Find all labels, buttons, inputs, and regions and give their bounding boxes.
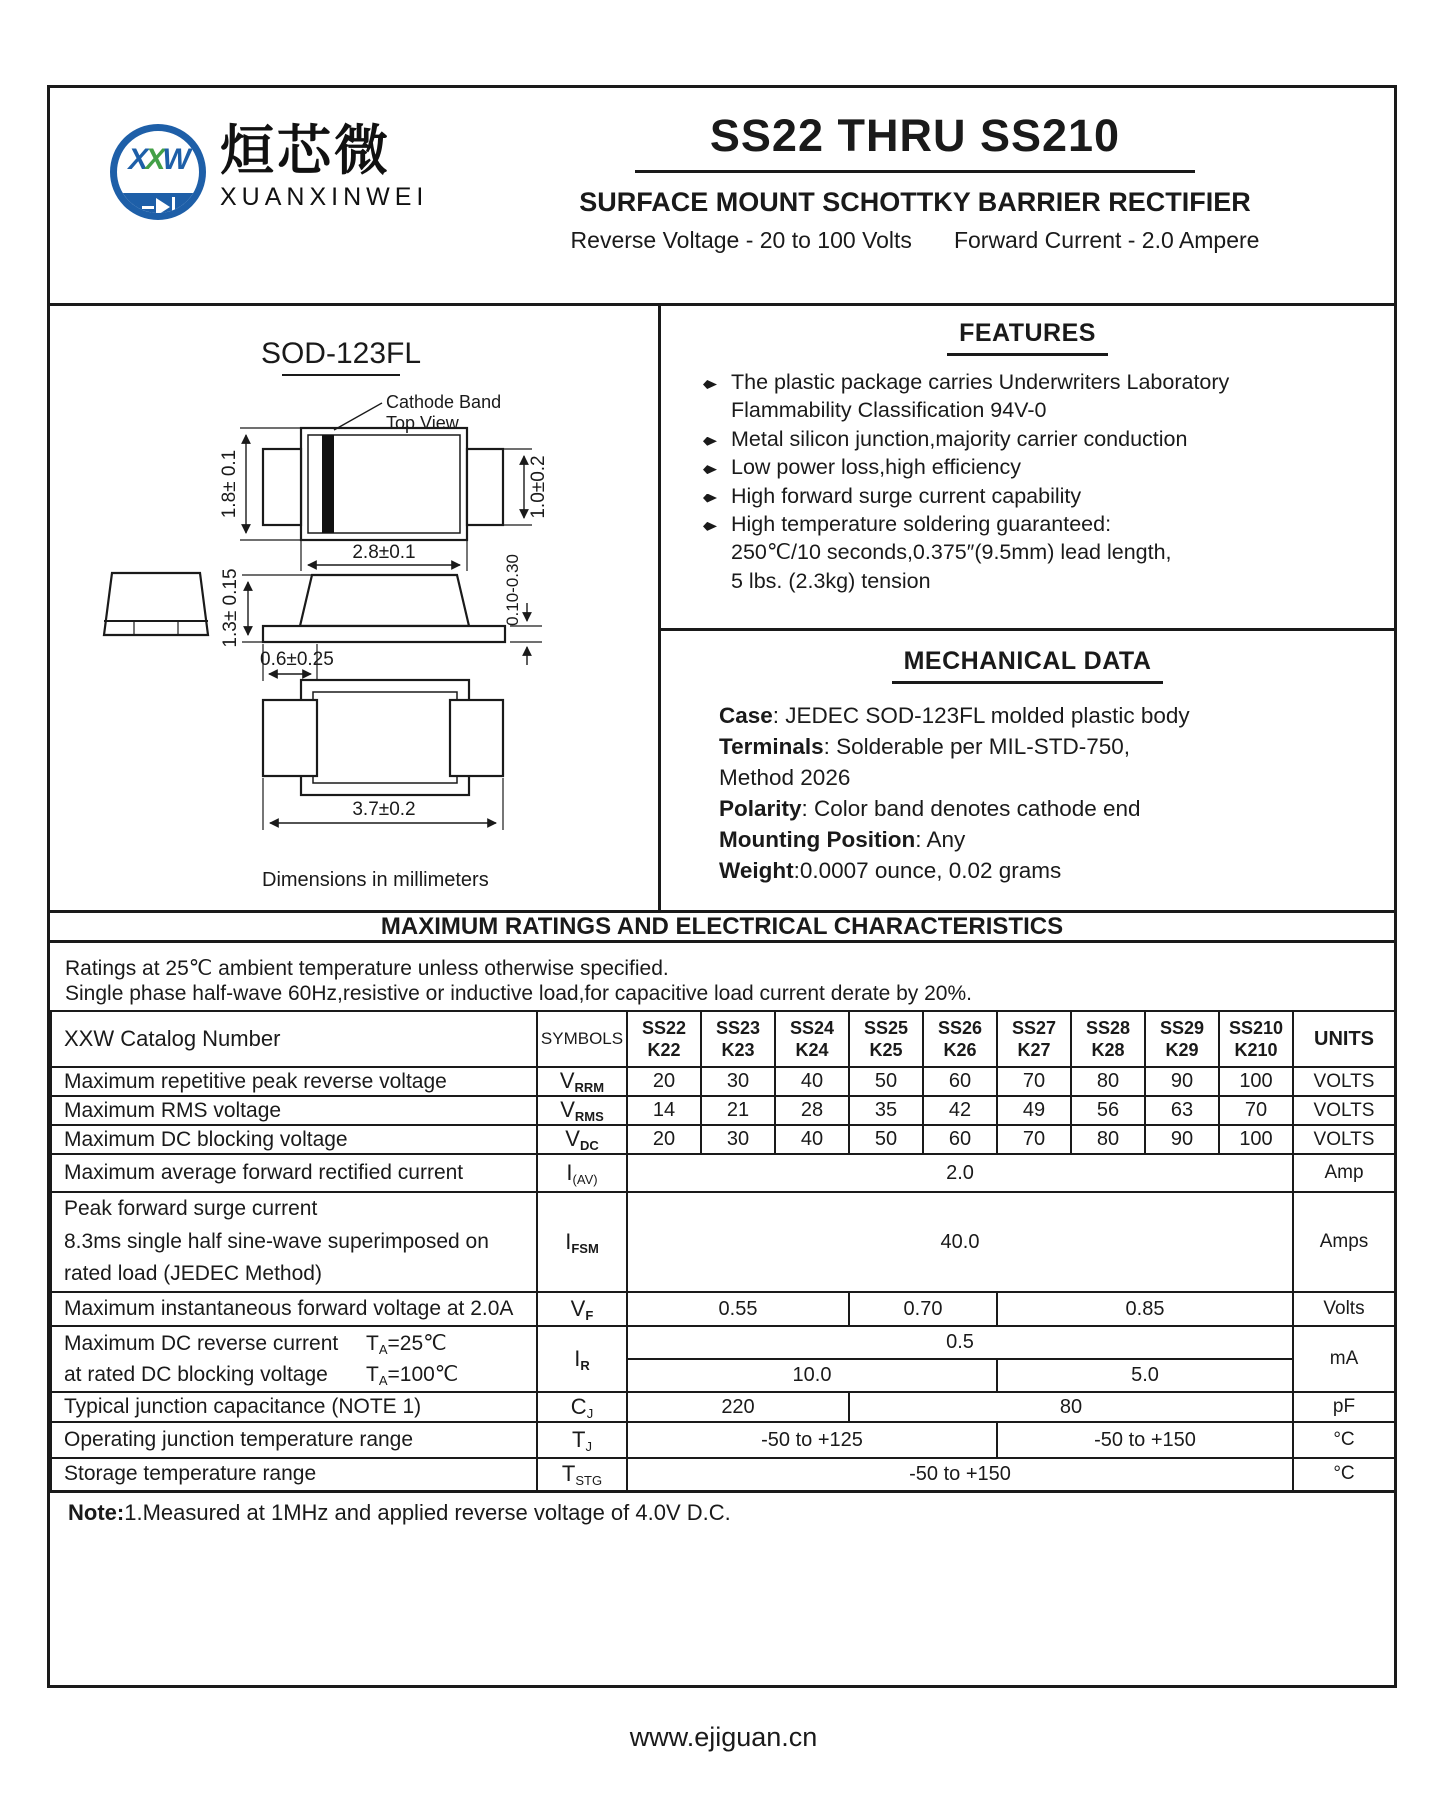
side-view-small bbox=[104, 573, 208, 635]
logo-letter: X bbox=[145, 143, 163, 176]
spec-value: 50 bbox=[849, 1067, 923, 1096]
symbol-cell: $V_{DC}$ bbox=[537, 1125, 627, 1154]
dim-overall-width: 3.7±0.2 bbox=[352, 799, 416, 820]
spec-value: 0.70 bbox=[849, 1292, 997, 1326]
part-number-header: SS27 K27 bbox=[997, 1011, 1071, 1067]
spec-value: 21 bbox=[701, 1096, 775, 1125]
spec-value: 0.55 bbox=[627, 1292, 849, 1326]
spec-value: 5.0 bbox=[997, 1359, 1293, 1392]
spec-value: 70 bbox=[1219, 1096, 1293, 1125]
spec-value: 40 bbox=[775, 1125, 849, 1154]
ratings-summary-line bbox=[450, 227, 1380, 254]
spec-value: 63 bbox=[1145, 1096, 1219, 1125]
spec-value: 50 bbox=[849, 1125, 923, 1154]
symbol-cell: $T_J$ bbox=[537, 1422, 627, 1458]
unit-cell: VOLTS bbox=[1293, 1067, 1395, 1096]
page-subtitle: SURFACE MOUNT SCHOTTKY BARRIER RECTIFIER bbox=[579, 187, 1251, 217]
bottom-view bbox=[263, 680, 503, 795]
unit-cell: VOLTS bbox=[1293, 1096, 1395, 1125]
mech-line: Weight:0.0007 ounce, 0.02 grams bbox=[719, 858, 1062, 884]
spec-value: 28 bbox=[775, 1096, 849, 1125]
features-list bbox=[703, 368, 1365, 595]
spec-value: 80 bbox=[1071, 1067, 1145, 1096]
row-label: Operating junction temperature range bbox=[51, 1422, 537, 1458]
unit-cell: pF bbox=[1293, 1392, 1395, 1422]
row-label: Peak forward surge current 8.3ms single half sine-wave superimposed on rated load (JEDEC Method) bbox=[51, 1192, 537, 1292]
feature-item: High forward surge current capability bbox=[703, 482, 1365, 510]
mechanical-data-section bbox=[658, 628, 1394, 913]
reverse-voltage-range: Reverse Voltage - 20 to 100 Volts bbox=[570, 227, 912, 253]
footer-url: www.ejiguan.cn bbox=[629, 1722, 818, 1752]
dim-standoff: 0.10-0.30 bbox=[503, 554, 522, 626]
spec-value: 30 bbox=[701, 1125, 775, 1154]
unit-cell: Amp bbox=[1293, 1154, 1395, 1192]
row-label: Maximum RMS voltage bbox=[51, 1096, 537, 1125]
spec-value: 90 bbox=[1145, 1067, 1219, 1096]
spec-value: 70 bbox=[997, 1067, 1071, 1096]
profile-view bbox=[263, 575, 505, 642]
note-text: 1.Measured at 1MHz and applied reverse voltage of 4.0V D.C. bbox=[124, 1500, 731, 1525]
row-label: Maximum repetitive peak reverse voltage bbox=[51, 1067, 537, 1096]
logo-letter: X bbox=[128, 143, 146, 176]
spec-value: 42 bbox=[923, 1096, 997, 1125]
spec-value: 30 bbox=[701, 1067, 775, 1096]
spec-value: 35 bbox=[849, 1096, 923, 1125]
table-row bbox=[51, 1422, 1395, 1458]
condition-line: Single phase half-wave 60Hz,resistive or inductive load,for capacitive load current derate by 20%. bbox=[65, 982, 972, 1006]
unit-cell: VOLTS bbox=[1293, 1125, 1395, 1154]
part-number-header: SS23 K23 bbox=[701, 1011, 775, 1067]
spec-value: 0.5 bbox=[627, 1326, 1293, 1359]
mech-line: Terminals: Solderable per MIL-STD-750, bbox=[719, 734, 1131, 760]
part-number-header: SS29 K29 bbox=[1145, 1011, 1219, 1067]
spec-value: 80 bbox=[849, 1392, 1293, 1422]
dim-body-height: 1.8± 0.1 bbox=[219, 449, 240, 519]
dim-lead-length: 0.6±0.25 bbox=[260, 649, 334, 670]
unit-cell: Amps bbox=[1293, 1192, 1395, 1292]
spec-value: 70 bbox=[997, 1125, 1071, 1154]
forward-current-rating: Forward Current - 2.0 Ampere bbox=[953, 227, 1260, 253]
logo-chinese-name: 烜芯微 bbox=[220, 121, 391, 181]
row-label: Maximum DC blocking voltage bbox=[51, 1125, 537, 1154]
title-block bbox=[450, 110, 1380, 254]
spec-value: -50 to +150 bbox=[997, 1422, 1293, 1458]
top-view-left-lead bbox=[263, 449, 301, 525]
bullet-diamond-icon bbox=[703, 510, 731, 538]
feature-item: 5 lbs. (2.3kg) tension bbox=[731, 568, 931, 593]
table-row bbox=[51, 1458, 1395, 1491]
part-number-header: SS25 K25 bbox=[849, 1011, 923, 1067]
spec-value: 20 bbox=[627, 1125, 701, 1154]
mech-line: Case: JEDEC SOD-123FL molded plastic body bbox=[719, 703, 1190, 728]
drawing-caption: Dimensions in millimeters bbox=[262, 869, 489, 891]
part-number-header: SS28 K28 bbox=[1071, 1011, 1145, 1067]
mechanical-lines bbox=[719, 700, 1359, 886]
spec-value: 100 bbox=[1219, 1067, 1293, 1096]
doc-border bbox=[47, 85, 1397, 1688]
dim-body-width: 2.8±0.1 bbox=[352, 542, 416, 563]
symbol-cell: $I_{FSM}$ bbox=[537, 1192, 627, 1292]
features-heading: FEATURES bbox=[661, 319, 1394, 356]
features-section bbox=[658, 303, 1394, 628]
callout-top-view: Top View bbox=[386, 413, 459, 433]
dim-profile-height: 1.3± 0.15 bbox=[220, 568, 241, 648]
logo-wordmark bbox=[220, 121, 429, 212]
electrical-characteristics-table bbox=[50, 1010, 1396, 1493]
feature-item: Metal silicon junction,majority carrier conduction bbox=[703, 425, 1365, 453]
spec-value: 40 bbox=[775, 1067, 849, 1096]
spec-value: 90 bbox=[1145, 1125, 1219, 1154]
catalog-number-label: XXW Catalog Number bbox=[51, 1011, 537, 1067]
page-title: SS22 THRU SS210 bbox=[709, 110, 1121, 161]
feature-item: The plastic package carries Underwriters Laboratory Flammability Classification 94V-0 bbox=[703, 368, 1365, 425]
bottom-right-pad bbox=[450, 700, 503, 776]
units-header: UNITS bbox=[1293, 1011, 1395, 1067]
symbol-cell: $V_{RRM}$ bbox=[537, 1067, 627, 1096]
spec-value: 14 bbox=[627, 1096, 701, 1125]
symbols-header: SYMBOLS bbox=[537, 1011, 627, 1067]
row-label: Maximum average forward rectified current bbox=[51, 1154, 537, 1192]
bullet-diamond-icon bbox=[703, 425, 731, 453]
spec-value: 220 bbox=[627, 1392, 849, 1422]
part-number-header: SS210 K210 bbox=[1219, 1011, 1293, 1067]
bullet-diamond-icon bbox=[703, 482, 731, 510]
spec-value: 80 bbox=[1071, 1125, 1145, 1154]
spec-value: 0.85 bbox=[997, 1292, 1293, 1326]
feature-item: 250℃/10 seconds,0.375″(9.5mm) lead length, bbox=[731, 540, 1172, 565]
callout-cathode-band: Cathode Band bbox=[386, 392, 502, 412]
symbol-cell: $C_J$ bbox=[537, 1392, 627, 1422]
mech-line: Mounting Position: Any bbox=[719, 827, 966, 853]
spec-value: 20 bbox=[627, 1067, 701, 1096]
row-label: Typical junction capacitance (NOTE 1) bbox=[51, 1392, 537, 1422]
table-row bbox=[51, 1326, 1395, 1359]
logo-letter: W bbox=[162, 143, 188, 176]
row-label: Storage temperature range bbox=[51, 1458, 537, 1491]
logo-circle-mark bbox=[110, 124, 206, 220]
unit-cell: Volts bbox=[1293, 1292, 1395, 1326]
table-row bbox=[51, 1067, 1395, 1096]
spec-value: -50 to +150 bbox=[627, 1458, 1293, 1491]
condition-line: Ratings at 25℃ ambient temperature unless otherwise specified. bbox=[65, 957, 669, 980]
package-drawing bbox=[50, 303, 658, 910]
part-number-header: SS22 K22 bbox=[627, 1011, 701, 1067]
ratings-heading-band: MAXIMUM RATINGS AND ELECTRICAL CHARACTERISTICS bbox=[50, 910, 1394, 943]
part-number-header: SS24 K24 bbox=[775, 1011, 849, 1067]
table-row bbox=[51, 1125, 1395, 1154]
spec-value: 40.0 bbox=[627, 1192, 1293, 1292]
title-underline bbox=[635, 170, 1195, 173]
mech-line: Method 2026 bbox=[719, 765, 851, 791]
spec-value: 60 bbox=[923, 1125, 997, 1154]
spec-value: 49 bbox=[997, 1096, 1071, 1125]
ratings-conditions bbox=[50, 946, 1394, 1006]
symbol-cell: $I_{(AV)}$ bbox=[537, 1154, 627, 1192]
bottom-left-pad bbox=[263, 700, 317, 776]
feature-item: Low power loss,high efficiency bbox=[703, 453, 1365, 481]
row-label: Maximum DC reverse current TA=25℃ at rated DC blocking voltage TA=100℃ bbox=[51, 1326, 537, 1392]
bullet-diamond-icon bbox=[703, 368, 731, 425]
spec-value: 56 bbox=[1071, 1096, 1145, 1125]
company-logo bbox=[110, 121, 429, 220]
table-row bbox=[51, 1292, 1395, 1326]
symbol-cell: $T_{STG}$ bbox=[537, 1458, 627, 1491]
logo-diode-band bbox=[110, 193, 206, 220]
table-row bbox=[51, 1192, 1395, 1292]
diode-icon bbox=[172, 197, 175, 217]
table-row bbox=[51, 1154, 1395, 1192]
note-label: Note: bbox=[68, 1500, 125, 1525]
header-section bbox=[50, 88, 1394, 306]
bullet-diamond-icon bbox=[703, 453, 731, 481]
diode-icon bbox=[142, 206, 154, 209]
symbol-cell: $I_R$ bbox=[537, 1326, 627, 1392]
mech-line: Polarity: Color band denotes cathode end bbox=[719, 796, 1141, 822]
feature-item: High temperature soldering guaranteed: bbox=[703, 510, 1365, 538]
table-note bbox=[50, 1500, 731, 1526]
spec-value: 60 bbox=[923, 1067, 997, 1096]
symbol-cell: $V_{RMS}$ bbox=[537, 1096, 627, 1125]
mechanical-heading: MECHANICAL DATA bbox=[661, 647, 1394, 684]
part-number-header: SS26 K26 bbox=[923, 1011, 997, 1067]
logo-xxw-letters bbox=[117, 143, 199, 177]
unit-cell: °C bbox=[1293, 1458, 1395, 1491]
cathode-band-mark bbox=[322, 435, 334, 533]
unit-cell: °C bbox=[1293, 1422, 1395, 1458]
diode-icon bbox=[156, 198, 170, 216]
row-label: Maximum instantaneous forward voltage at 2.0A bbox=[51, 1292, 537, 1326]
package-name-label: SOD-123FL bbox=[260, 337, 422, 370]
spec-value: 10.0 bbox=[627, 1359, 997, 1392]
symbol-cell: $V_F$ bbox=[537, 1292, 627, 1326]
unit-cell: mA bbox=[1293, 1326, 1395, 1392]
table-row bbox=[51, 1096, 1395, 1125]
dim-lead-height: 1.0±0.2 bbox=[528, 455, 549, 519]
spec-value: 100 bbox=[1219, 1125, 1293, 1154]
spec-value: -50 to +125 bbox=[627, 1422, 997, 1458]
spec-value: 2.0 bbox=[627, 1154, 1293, 1192]
table-row bbox=[51, 1392, 1395, 1422]
top-view-right-lead bbox=[467, 449, 503, 525]
logo-latin-name: XUANXINWEI bbox=[220, 183, 429, 211]
table-header-row bbox=[51, 1011, 1395, 1067]
